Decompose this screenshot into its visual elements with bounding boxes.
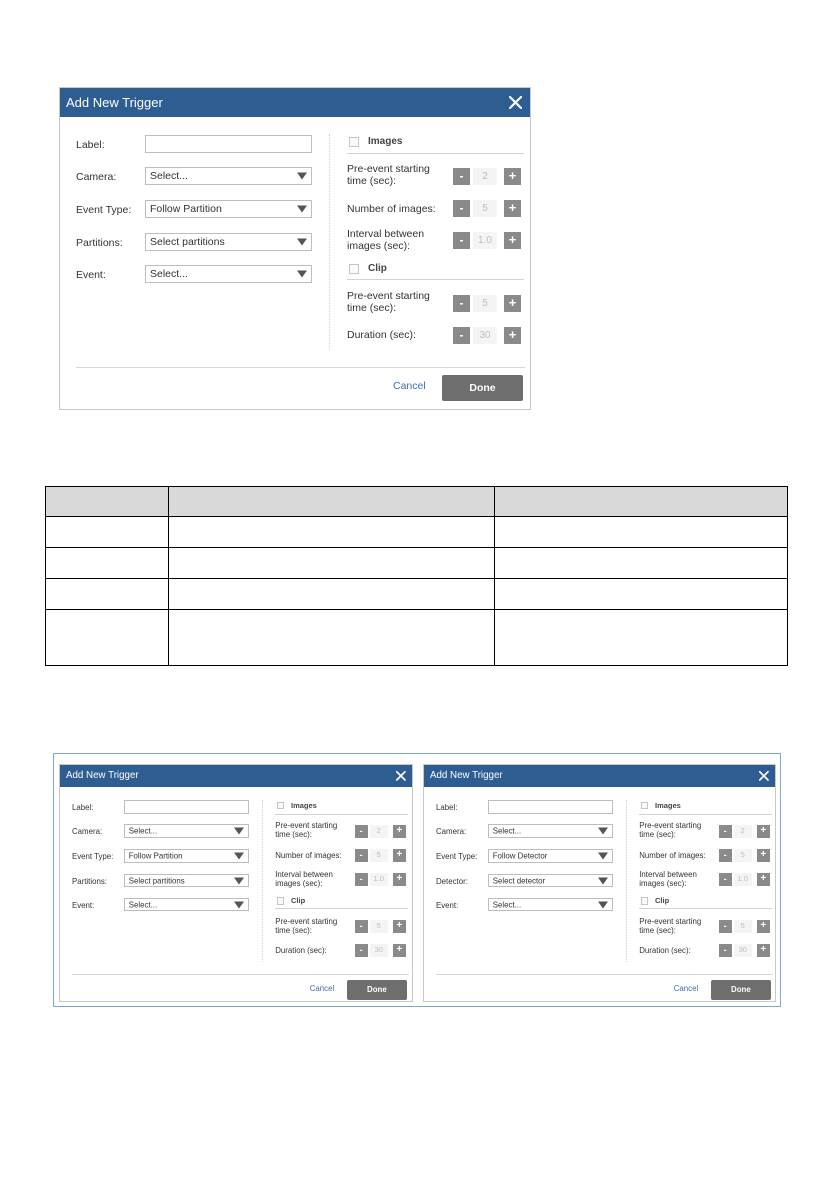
clip-pre-event-label-line1: Pre-event starting bbox=[275, 916, 338, 926]
footer-rule bbox=[72, 974, 409, 975]
event-select[interactable] bbox=[488, 898, 613, 912]
section-rule bbox=[347, 153, 524, 154]
images-checkbox[interactable] bbox=[641, 802, 649, 810]
dialog-header bbox=[60, 765, 412, 787]
interval-value[interactable]: 1.0 bbox=[370, 873, 388, 886]
close-icon[interactable] bbox=[501, 88, 530, 117]
field-label-camera: Camera: bbox=[72, 827, 103, 837]
images-checkbox[interactable] bbox=[349, 137, 359, 147]
select-value: Select... bbox=[128, 900, 158, 909]
table-header-cell bbox=[168, 487, 495, 517]
clip-pre-event-label-line1: Pre-event starting bbox=[639, 916, 702, 926]
field-label-event-type: Event Type: bbox=[436, 852, 478, 861]
section-rule bbox=[639, 814, 772, 815]
number-of-images-label: Number of images: bbox=[275, 851, 342, 861]
table-cell bbox=[46, 579, 169, 610]
field-label-event: Event: bbox=[72, 900, 95, 910]
field-label-third: Detector: bbox=[436, 876, 468, 886]
pre-event-label-line2: time (sec): bbox=[639, 830, 676, 840]
duration-label: Duration (sec): bbox=[639, 945, 691, 955]
camera-select[interactable] bbox=[488, 824, 613, 838]
duration-decrement-button[interactable]: - bbox=[355, 944, 368, 957]
duration-decrement-button[interactable]: - bbox=[719, 944, 732, 957]
close-icon[interactable] bbox=[390, 765, 412, 787]
interval-label-line1: Interval between bbox=[347, 228, 425, 240]
pre-event-value[interactable]: 2 bbox=[734, 825, 752, 838]
table-cell bbox=[46, 517, 169, 548]
dialog-header bbox=[424, 765, 775, 787]
label-input[interactable] bbox=[145, 135, 312, 153]
third-select[interactable] bbox=[124, 874, 249, 888]
duration-increment-button[interactable]: + bbox=[393, 944, 406, 957]
add-trigger-dialog-detector bbox=[423, 764, 776, 1002]
duration-value[interactable]: 30 bbox=[473, 327, 497, 344]
add-trigger-dialog-partition bbox=[59, 764, 413, 1002]
pre-event-decrement-button[interactable]: - bbox=[719, 825, 732, 838]
number-of-images-increment-button[interactable]: + bbox=[757, 849, 770, 862]
table-cell bbox=[46, 548, 169, 579]
table-row bbox=[46, 517, 788, 548]
images-section-title: Images bbox=[655, 801, 681, 810]
number-of-images-decrement-button[interactable]: - bbox=[453, 200, 470, 217]
section-rule bbox=[347, 279, 524, 280]
label-input[interactable] bbox=[488, 800, 613, 814]
pre-event-label-line1: Pre-event starting bbox=[347, 163, 430, 175]
table-row bbox=[46, 579, 788, 610]
duration-label: Duration (sec): bbox=[347, 329, 416, 341]
number-of-images-value[interactable]: 5 bbox=[473, 200, 497, 217]
pre-event-label-line1: Pre-event starting bbox=[639, 821, 702, 831]
table-row bbox=[46, 610, 788, 666]
interval-value[interactable]: 1.0 bbox=[734, 873, 752, 886]
interval-label-line2: images (sec): bbox=[275, 879, 323, 888]
done-button[interactable]: Done bbox=[442, 375, 523, 401]
dialog-title: Add New Trigger bbox=[66, 95, 163, 110]
close-icon[interactable] bbox=[753, 765, 775, 787]
done-button[interactable]: Done bbox=[347, 980, 408, 1000]
interval-label-line1: Interval between bbox=[639, 870, 697, 879]
chevron-down-icon bbox=[297, 206, 307, 213]
table-cell bbox=[168, 610, 495, 666]
interval-increment-button[interactable]: + bbox=[393, 873, 406, 886]
chevron-down-icon bbox=[234, 828, 244, 835]
clip-section-title: Clip bbox=[655, 896, 670, 906]
dialog-header bbox=[60, 88, 530, 117]
table-cell bbox=[495, 548, 788, 579]
field-label-label: Label: bbox=[76, 139, 105, 151]
number-of-images-value[interactable]: 5 bbox=[370, 849, 388, 862]
field-label-camera: Camera: bbox=[76, 171, 117, 183]
images-section-title: Images bbox=[368, 136, 403, 147]
clip-pre-event-label-line2: time (sec): bbox=[347, 302, 397, 314]
event-type-select[interactable] bbox=[145, 200, 312, 218]
table-header-row bbox=[46, 487, 788, 517]
dialog-title: Add New Trigger bbox=[430, 770, 503, 781]
interval-increment-button[interactable]: + bbox=[757, 873, 770, 886]
clip-pre-event-value[interactable]: 5 bbox=[473, 295, 497, 312]
pre-event-label-line1: Pre-event starting bbox=[275, 821, 338, 831]
clip-pre-event-increment-button[interactable]: + bbox=[504, 295, 521, 312]
clip-pre-event-decrement-button[interactable]: - bbox=[355, 920, 368, 933]
pre-event-increment-button[interactable]: + bbox=[393, 825, 406, 838]
footer-rule bbox=[436, 974, 773, 975]
event-type-select[interactable] bbox=[488, 849, 613, 863]
interval-value[interactable]: 1.0 bbox=[473, 232, 497, 249]
chevron-down-icon bbox=[598, 901, 608, 908]
clip-pre-event-decrement-button[interactable]: - bbox=[453, 295, 470, 312]
select-value: Select... bbox=[492, 900, 522, 909]
interval-decrement-button[interactable]: - bbox=[453, 232, 470, 249]
chevron-down-icon bbox=[234, 901, 244, 908]
clip-pre-event-label-line2: time (sec): bbox=[275, 925, 312, 935]
column-divider bbox=[626, 800, 627, 962]
duration-value[interactable]: 30 bbox=[734, 944, 752, 957]
chevron-down-icon bbox=[297, 239, 307, 246]
table-cell bbox=[495, 579, 788, 610]
number-of-images-label: Number of images: bbox=[639, 851, 706, 861]
pre-event-label-line2: time (sec): bbox=[275, 830, 312, 840]
table-cell bbox=[168, 548, 495, 579]
event-type-select[interactable] bbox=[124, 849, 249, 863]
chevron-down-icon bbox=[598, 828, 608, 835]
table-cell bbox=[495, 517, 788, 548]
select-value: Select... bbox=[150, 170, 188, 182]
trigger-fields-table bbox=[45, 486, 788, 666]
number-of-images-increment-button[interactable]: + bbox=[393, 849, 406, 862]
table-cell bbox=[495, 610, 788, 666]
number-of-images-value[interactable]: 5 bbox=[734, 849, 752, 862]
third-select[interactable] bbox=[488, 874, 613, 888]
pre-event-label-line2: time (sec): bbox=[347, 175, 397, 187]
chevron-down-icon bbox=[598, 877, 608, 884]
clip-checkbox[interactable] bbox=[349, 264, 359, 274]
field-label-event-type: Event Type: bbox=[76, 204, 132, 216]
clip-checkbox[interactable] bbox=[277, 897, 285, 905]
event-select[interactable] bbox=[124, 898, 249, 912]
chevron-down-icon bbox=[234, 877, 244, 884]
clip-pre-event-label-line1: Pre-event starting bbox=[347, 290, 430, 302]
duration-value[interactable]: 30 bbox=[370, 944, 388, 957]
select-value: Select detector bbox=[492, 876, 546, 885]
clip-pre-event-value[interactable]: 5 bbox=[734, 920, 752, 933]
pre-event-value[interactable]: 2 bbox=[370, 825, 388, 838]
select-value: Select... bbox=[150, 268, 188, 280]
chevron-down-icon bbox=[598, 852, 608, 859]
duration-increment-button[interactable]: + bbox=[757, 944, 770, 957]
select-value: Select partitions bbox=[150, 236, 225, 248]
clip-section-title: Clip bbox=[368, 263, 387, 274]
cancel-link[interactable]: Cancel bbox=[393, 380, 426, 392]
duration-increment-button[interactable]: + bbox=[504, 327, 521, 344]
field-label-label: Label: bbox=[436, 803, 458, 813]
images-checkbox[interactable] bbox=[277, 802, 285, 810]
field-label-label: Label: bbox=[72, 803, 94, 813]
clip-section-title: Clip bbox=[291, 896, 306, 906]
interval-decrement-button[interactable]: - bbox=[719, 873, 732, 886]
footer-rule bbox=[76, 367, 525, 368]
field-label-third: Partitions: bbox=[76, 237, 123, 249]
number-of-images-decrement-button[interactable]: - bbox=[355, 849, 368, 862]
cancel-link[interactable]: Cancel bbox=[309, 984, 335, 993]
clip-checkbox[interactable] bbox=[641, 897, 649, 905]
pre-event-decrement-button[interactable]: - bbox=[355, 825, 368, 838]
interval-decrement-button[interactable]: - bbox=[355, 873, 368, 886]
number-of-images-decrement-button[interactable]: - bbox=[719, 849, 732, 862]
pre-event-value[interactable]: 2 bbox=[473, 168, 497, 185]
column-divider bbox=[329, 134, 330, 350]
third-select[interactable] bbox=[145, 233, 312, 251]
field-label-event: Event: bbox=[76, 269, 106, 281]
field-label-third: Partitions: bbox=[72, 876, 107, 886]
table-header-cell bbox=[495, 487, 788, 517]
section-rule bbox=[275, 814, 408, 815]
interval-label-line2: images (sec): bbox=[639, 879, 687, 888]
pre-event-increment-button[interactable]: + bbox=[757, 825, 770, 838]
camera-select[interactable] bbox=[124, 824, 249, 838]
duration-decrement-button[interactable]: - bbox=[453, 327, 470, 344]
table-row bbox=[46, 548, 788, 579]
camera-select[interactable] bbox=[145, 167, 312, 185]
clip-pre-event-value[interactable]: 5 bbox=[370, 920, 388, 933]
images-section-title: Images bbox=[291, 801, 317, 810]
done-button[interactable]: Done bbox=[711, 980, 772, 1000]
add-trigger-dialog-large bbox=[59, 87, 531, 410]
clip-pre-event-decrement-button[interactable]: - bbox=[719, 920, 732, 933]
field-label-event: Event: bbox=[436, 900, 459, 910]
table-cell bbox=[168, 579, 495, 610]
label-input[interactable] bbox=[124, 800, 249, 814]
select-value: Follow Detector bbox=[492, 851, 548, 861]
interval-label-line2: images (sec): bbox=[347, 240, 411, 252]
interval-label-line1: Interval between bbox=[275, 870, 333, 879]
pre-event-increment-button[interactable]: + bbox=[504, 168, 521, 185]
field-label-camera: Camera: bbox=[436, 827, 467, 837]
number-of-images-label: Number of images: bbox=[347, 203, 436, 215]
chevron-down-icon bbox=[297, 271, 307, 278]
select-value: Follow Partition bbox=[150, 203, 222, 215]
column-divider bbox=[262, 800, 263, 962]
table-cell bbox=[46, 610, 169, 666]
clip-pre-event-label-line2: time (sec): bbox=[639, 925, 676, 935]
select-value: Select... bbox=[492, 826, 522, 836]
section-rule bbox=[639, 908, 772, 909]
dialog-title: Add New Trigger bbox=[66, 770, 139, 781]
section-rule bbox=[275, 908, 408, 909]
pre-event-decrement-button[interactable]: - bbox=[453, 168, 470, 185]
interval-increment-button[interactable]: + bbox=[504, 232, 521, 249]
duration-label: Duration (sec): bbox=[275, 945, 327, 955]
number-of-images-increment-button[interactable]: + bbox=[504, 200, 521, 217]
chevron-down-icon bbox=[234, 852, 244, 859]
select-value: Follow Partition bbox=[128, 851, 183, 861]
clip-pre-event-increment-button[interactable]: + bbox=[757, 920, 770, 933]
cancel-link[interactable]: Cancel bbox=[673, 984, 699, 993]
chevron-down-icon bbox=[297, 173, 307, 180]
table-cell bbox=[168, 517, 495, 548]
event-select[interactable] bbox=[145, 265, 312, 283]
select-value: Select partitions bbox=[128, 876, 185, 885]
clip-pre-event-increment-button[interactable]: + bbox=[393, 920, 406, 933]
select-value: Select... bbox=[128, 826, 158, 836]
field-label-event-type: Event Type: bbox=[72, 852, 114, 861]
table-header-cell bbox=[46, 487, 169, 517]
